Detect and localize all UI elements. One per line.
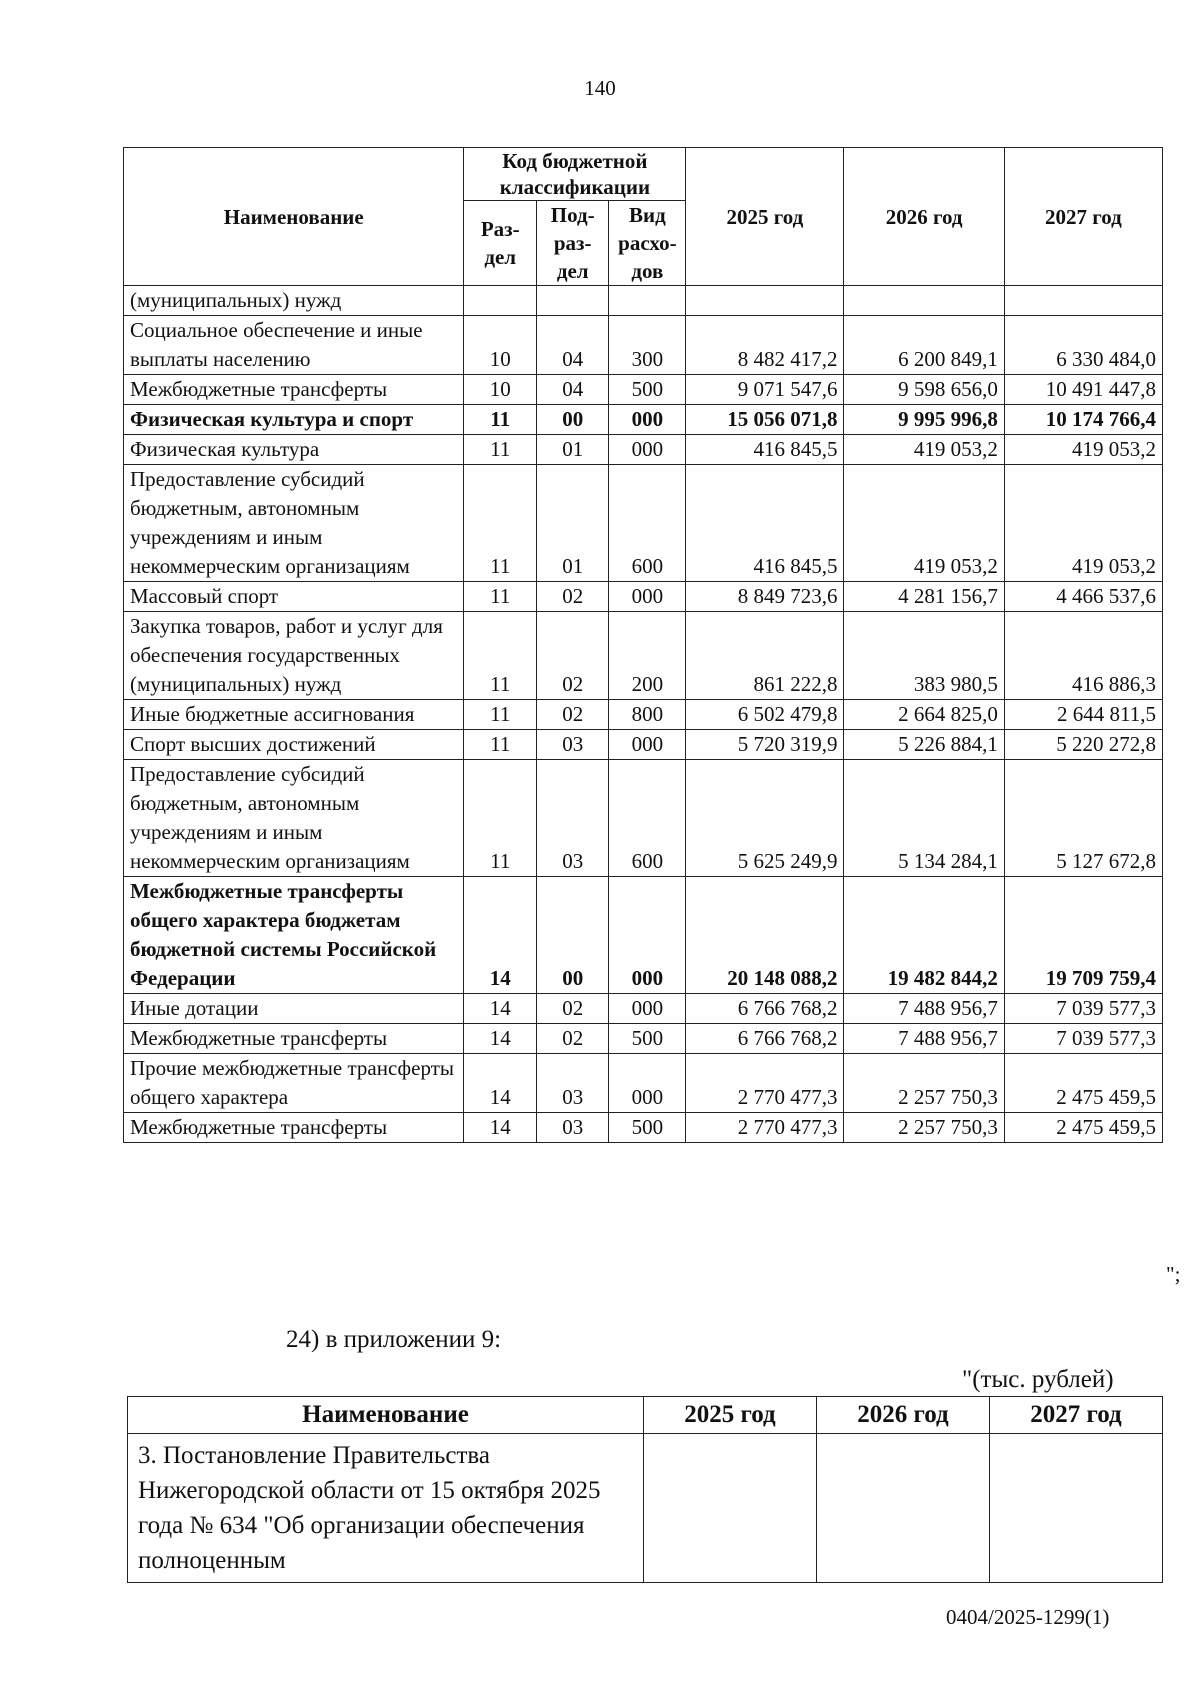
table-row xyxy=(124,994,1163,1024)
cell-podrazdel: 03 xyxy=(536,1054,608,1113)
cell-y2027: 2 644 811,5 xyxy=(1004,700,1162,730)
cell-podrazdel xyxy=(536,286,608,316)
header-2025: 2025 год xyxy=(686,148,844,286)
cell-y2025: 416 845,5 xyxy=(686,465,844,582)
cell-y2025: 6 502 479,8 xyxy=(686,700,844,730)
t2-cell-2026 xyxy=(817,1434,990,1583)
cell-y2026: 7 488 956,7 xyxy=(844,994,1004,1024)
t2-cell-2025 xyxy=(644,1434,817,1583)
cell-y2025: 2 770 477,3 xyxy=(686,1113,844,1143)
cell-y2025: 861 222,8 xyxy=(686,612,844,700)
cell-podrazdel: 02 xyxy=(536,1024,608,1054)
table-row xyxy=(124,1054,1163,1113)
cell-podrazdel: 01 xyxy=(536,435,608,465)
cell-y2026: 9 598 656,0 xyxy=(844,375,1004,405)
cell-vid: 200 xyxy=(609,612,686,700)
cell-y2025: 20 148 088,2 xyxy=(686,877,844,994)
cell-podrazdel: 03 xyxy=(536,1113,608,1143)
cell-vid: 000 xyxy=(609,1054,686,1113)
cell-y2025: 9 071 547,6 xyxy=(686,375,844,405)
cell-y2027: 10 491 447,8 xyxy=(1004,375,1162,405)
header-vid: Вид расхо- дов xyxy=(609,201,686,286)
t2-header-2025: 2025 год xyxy=(644,1397,817,1434)
cell-y2025: 6 766 768,2 xyxy=(686,1024,844,1054)
cell-razdel: 14 xyxy=(464,994,536,1024)
cell-y2026: 9 995 996,8 xyxy=(844,405,1004,435)
cell-vid: 800 xyxy=(609,700,686,730)
cell-y2026: 419 053,2 xyxy=(844,465,1004,582)
cell-vid: 000 xyxy=(609,730,686,760)
cell-y2025: 8 482 417,2 xyxy=(686,316,844,375)
cell-razdel: 14 xyxy=(464,1113,536,1143)
amendment-line: 24) в приложении 9: xyxy=(286,1326,502,1353)
budget-table-body xyxy=(124,286,1163,1143)
cell-y2026: 2 664 825,0 xyxy=(844,700,1004,730)
cell-y2025: 2 770 477,3 xyxy=(686,1054,844,1113)
cell-vid: 000 xyxy=(609,994,686,1024)
table-row xyxy=(124,612,1163,700)
cell-name: Межбюджетные трансферты xyxy=(124,1113,464,1143)
cell-y2025: 15 056 071,8 xyxy=(686,405,844,435)
cell-name: Предоставление субсидий бюджетным, автономным учреждениям и иным некоммерческим организациям xyxy=(124,760,464,877)
cell-y2025: 5 625 249,9 xyxy=(686,760,844,877)
cell-y2026: 7 488 956,7 xyxy=(844,1024,1004,1054)
cell-y2027: 4 466 537,6 xyxy=(1004,582,1162,612)
table-row xyxy=(124,700,1163,730)
cell-podrazdel: 04 xyxy=(536,375,608,405)
cell-podrazdel: 02 xyxy=(536,700,608,730)
appendix-table xyxy=(127,1396,1163,1583)
cell-vid: 500 xyxy=(609,375,686,405)
header-2027: 2027 год xyxy=(1004,148,1162,286)
cell-vid: 600 xyxy=(609,760,686,877)
cell-y2027: 5 220 272,8 xyxy=(1004,730,1162,760)
cell-razdel: 11 xyxy=(464,435,536,465)
header-razdel: Раз- дел xyxy=(464,201,536,286)
cell-y2026: 5 226 884,1 xyxy=(844,730,1004,760)
cell-y2026: 383 980,5 xyxy=(844,612,1004,700)
cell-y2027: 419 053,2 xyxy=(1004,435,1162,465)
cell-y2025: 8 849 723,6 xyxy=(686,582,844,612)
cell-y2026: 6 200 849,1 xyxy=(844,316,1004,375)
cell-y2025 xyxy=(686,286,844,316)
cell-vid: 000 xyxy=(609,435,686,465)
cell-podrazdel: 04 xyxy=(536,316,608,375)
cell-vid: 500 xyxy=(609,1024,686,1054)
cell-razdel: 11 xyxy=(464,582,536,612)
t2-header-name: Наименование xyxy=(128,1397,644,1434)
cell-y2026: 2 257 750,3 xyxy=(844,1054,1004,1113)
cell-y2027: 19 709 759,4 xyxy=(1004,877,1162,994)
cell-y2026: 4 281 156,7 xyxy=(844,582,1004,612)
cell-name: Предоставление субсидий бюджетным, автономным учреждениям и иным некоммерческим организациям xyxy=(124,465,464,582)
table-row xyxy=(124,375,1163,405)
cell-y2026: 19 482 844,2 xyxy=(844,877,1004,994)
header-code-group: Код бюджетной классификации xyxy=(464,148,686,201)
cell-razdel: 10 xyxy=(464,316,536,375)
cell-podrazdel: 00 xyxy=(536,877,608,994)
t2-header-2026: 2026 год xyxy=(817,1397,990,1434)
document-code: 0404/2025-1299(1) xyxy=(946,1605,1110,1629)
table-row xyxy=(128,1434,1163,1583)
cell-y2027 xyxy=(1004,286,1162,316)
cell-y2025: 416 845,5 xyxy=(686,435,844,465)
cell-name: (муниципальных) нужд xyxy=(124,286,464,316)
table-row xyxy=(124,405,1163,435)
cell-y2026: 419 053,2 xyxy=(844,435,1004,465)
cell-y2027: 5 127 672,8 xyxy=(1004,760,1162,877)
cell-name: Закупка товаров, работ и услуг для обеспечения государственных (муниципальных) нужд xyxy=(124,612,464,700)
cell-y2027: 2 475 459,5 xyxy=(1004,1054,1162,1113)
cell-podrazdel: 03 xyxy=(536,730,608,760)
cell-y2027: 6 330 484,0 xyxy=(1004,316,1162,375)
cell-podrazdel: 00 xyxy=(536,405,608,435)
cell-name: Физическая культура и спорт xyxy=(124,405,464,435)
cell-name: Физическая культура xyxy=(124,435,464,465)
table-row xyxy=(124,316,1163,375)
cell-vid: 500 xyxy=(609,1113,686,1143)
cell-podrazdel: 02 xyxy=(536,612,608,700)
cell-y2027: 416 886,3 xyxy=(1004,612,1162,700)
cell-podrazdel: 01 xyxy=(536,465,608,582)
cell-name: Межбюджетные трансферты xyxy=(124,1024,464,1054)
cell-vid: 600 xyxy=(609,465,686,582)
header-name: Наименование xyxy=(124,148,464,286)
table-row xyxy=(124,1113,1163,1143)
cell-name: Межбюджетные трансферты xyxy=(124,375,464,405)
table-row xyxy=(124,582,1163,612)
cell-y2027: 7 039 577,3 xyxy=(1004,1024,1162,1054)
cell-razdel: 11 xyxy=(464,405,536,435)
cell-name: Иные бюджетные ассигнования xyxy=(124,700,464,730)
table-row xyxy=(124,286,1163,316)
cell-razdel: 11 xyxy=(464,465,536,582)
cell-name: Социальное обеспечение и иные выплаты населению xyxy=(124,316,464,375)
cell-razdel: 11 xyxy=(464,730,536,760)
cell-vid xyxy=(609,286,686,316)
cell-razdel: 11 xyxy=(464,700,536,730)
t2-header-2027: 2027 год xyxy=(990,1397,1163,1434)
cell-y2026: 2 257 750,3 xyxy=(844,1113,1004,1143)
cell-y2027: 419 053,2 xyxy=(1004,465,1162,582)
cell-name: Межбюджетные трансферты общего характера бюджетам бюджетной системы Российской Федерации xyxy=(124,877,464,994)
closing-quote: "; xyxy=(1166,1262,1181,1286)
t2-cell-name: 3. Постановление Правительства Нижегородской области от 15 октября 2025 года № 634 "Об организации обеспечения полноценным xyxy=(128,1434,644,1583)
units-label: "(тыс. рублей) xyxy=(962,1366,1114,1393)
cell-podrazdel: 02 xyxy=(536,994,608,1024)
cell-vid: 000 xyxy=(609,582,686,612)
cell-vid: 300 xyxy=(609,316,686,375)
table-row xyxy=(124,760,1163,877)
cell-podrazdel: 03 xyxy=(536,760,608,877)
cell-razdel: 14 xyxy=(464,1054,536,1113)
t2-cell-2027 xyxy=(990,1434,1163,1583)
cell-vid: 000 xyxy=(609,405,686,435)
cell-y2026: 5 134 284,1 xyxy=(844,760,1004,877)
table-row xyxy=(124,435,1163,465)
cell-razdel xyxy=(464,286,536,316)
cell-name: Иные дотации xyxy=(124,994,464,1024)
cell-y2025: 5 720 319,9 xyxy=(686,730,844,760)
cell-name: Прочие межбюджетные трансферты общего характера xyxy=(124,1054,464,1113)
cell-y2026 xyxy=(844,286,1004,316)
table-row xyxy=(124,1024,1163,1054)
cell-razdel: 10 xyxy=(464,375,536,405)
header-podrazdel: Под- раз- дел xyxy=(536,201,608,286)
budget-table xyxy=(123,147,1163,1143)
cell-razdel: 11 xyxy=(464,760,536,877)
cell-name: Спорт высших достижений xyxy=(124,730,464,760)
cell-y2027: 2 475 459,5 xyxy=(1004,1113,1162,1143)
cell-razdel: 14 xyxy=(464,1024,536,1054)
cell-y2027: 7 039 577,3 xyxy=(1004,994,1162,1024)
header-2026: 2026 год xyxy=(844,148,1004,286)
page-number: 140 xyxy=(584,76,616,100)
cell-razdel: 14 xyxy=(464,877,536,994)
cell-podrazdel: 02 xyxy=(536,582,608,612)
cell-vid: 000 xyxy=(609,877,686,994)
table-row xyxy=(124,877,1163,994)
cell-y2027: 10 174 766,4 xyxy=(1004,405,1162,435)
table-row xyxy=(124,730,1163,760)
cell-razdel: 11 xyxy=(464,612,536,700)
cell-name: Массовый спорт xyxy=(124,582,464,612)
table-row xyxy=(124,465,1163,582)
cell-y2025: 6 766 768,2 xyxy=(686,994,844,1024)
